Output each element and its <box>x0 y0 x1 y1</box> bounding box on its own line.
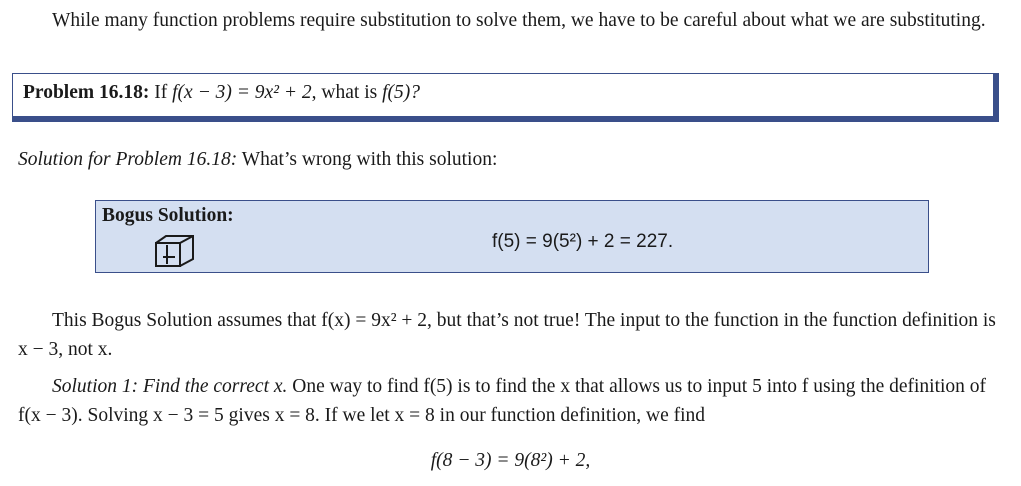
solution1-label: Solution 1: Find the correct x. <box>52 376 288 397</box>
final-equation <box>0 450 1021 472</box>
bogus-title: Bogus Solution: <box>102 205 234 226</box>
final-equation-text: f(8 − 3) = 9(8²) + 2, <box>430 450 591 471</box>
problem-question: f(5)? <box>382 82 420 103</box>
bogus-equation: f(5) = 9(5²) + 2 = 227. <box>492 231 674 252</box>
bogus-solution-box <box>95 200 929 273</box>
bogus-box-icon <box>153 233 199 269</box>
intro-paragraph: While many function problems require substitution to solve them, we have to be careful about what we are substituting. <box>52 10 986 31</box>
solution-intro <box>18 145 1003 174</box>
problem-box <box>12 73 999 122</box>
problem-label: Problem 16.18: <box>23 82 150 103</box>
problem-text-post: , what is <box>311 82 378 103</box>
solution1-paragraph <box>18 372 1003 430</box>
solution-intro-text: What’s wrong with this solution: <box>241 149 498 170</box>
solution1-text: One way to find f(5) is to find the x that allows us to input 5 into f using the definition of f(x − 3). Solving x − 3 = 5 gives x = 8. If we let x = 8 in our function definition, we find <box>18 376 987 426</box>
problem-expression: f(x − 3) = 9x² + 2 <box>172 82 312 103</box>
explanation-paragraph: This Bogus Solution assumes that f(x) = 9x² + 2, but that’s not true! The input to the function in the function definition is x − 3, not x. <box>18 310 996 360</box>
solution-intro-label: Solution for Problem 16.18: <box>18 149 238 170</box>
problem-text-pre: If <box>154 82 168 103</box>
